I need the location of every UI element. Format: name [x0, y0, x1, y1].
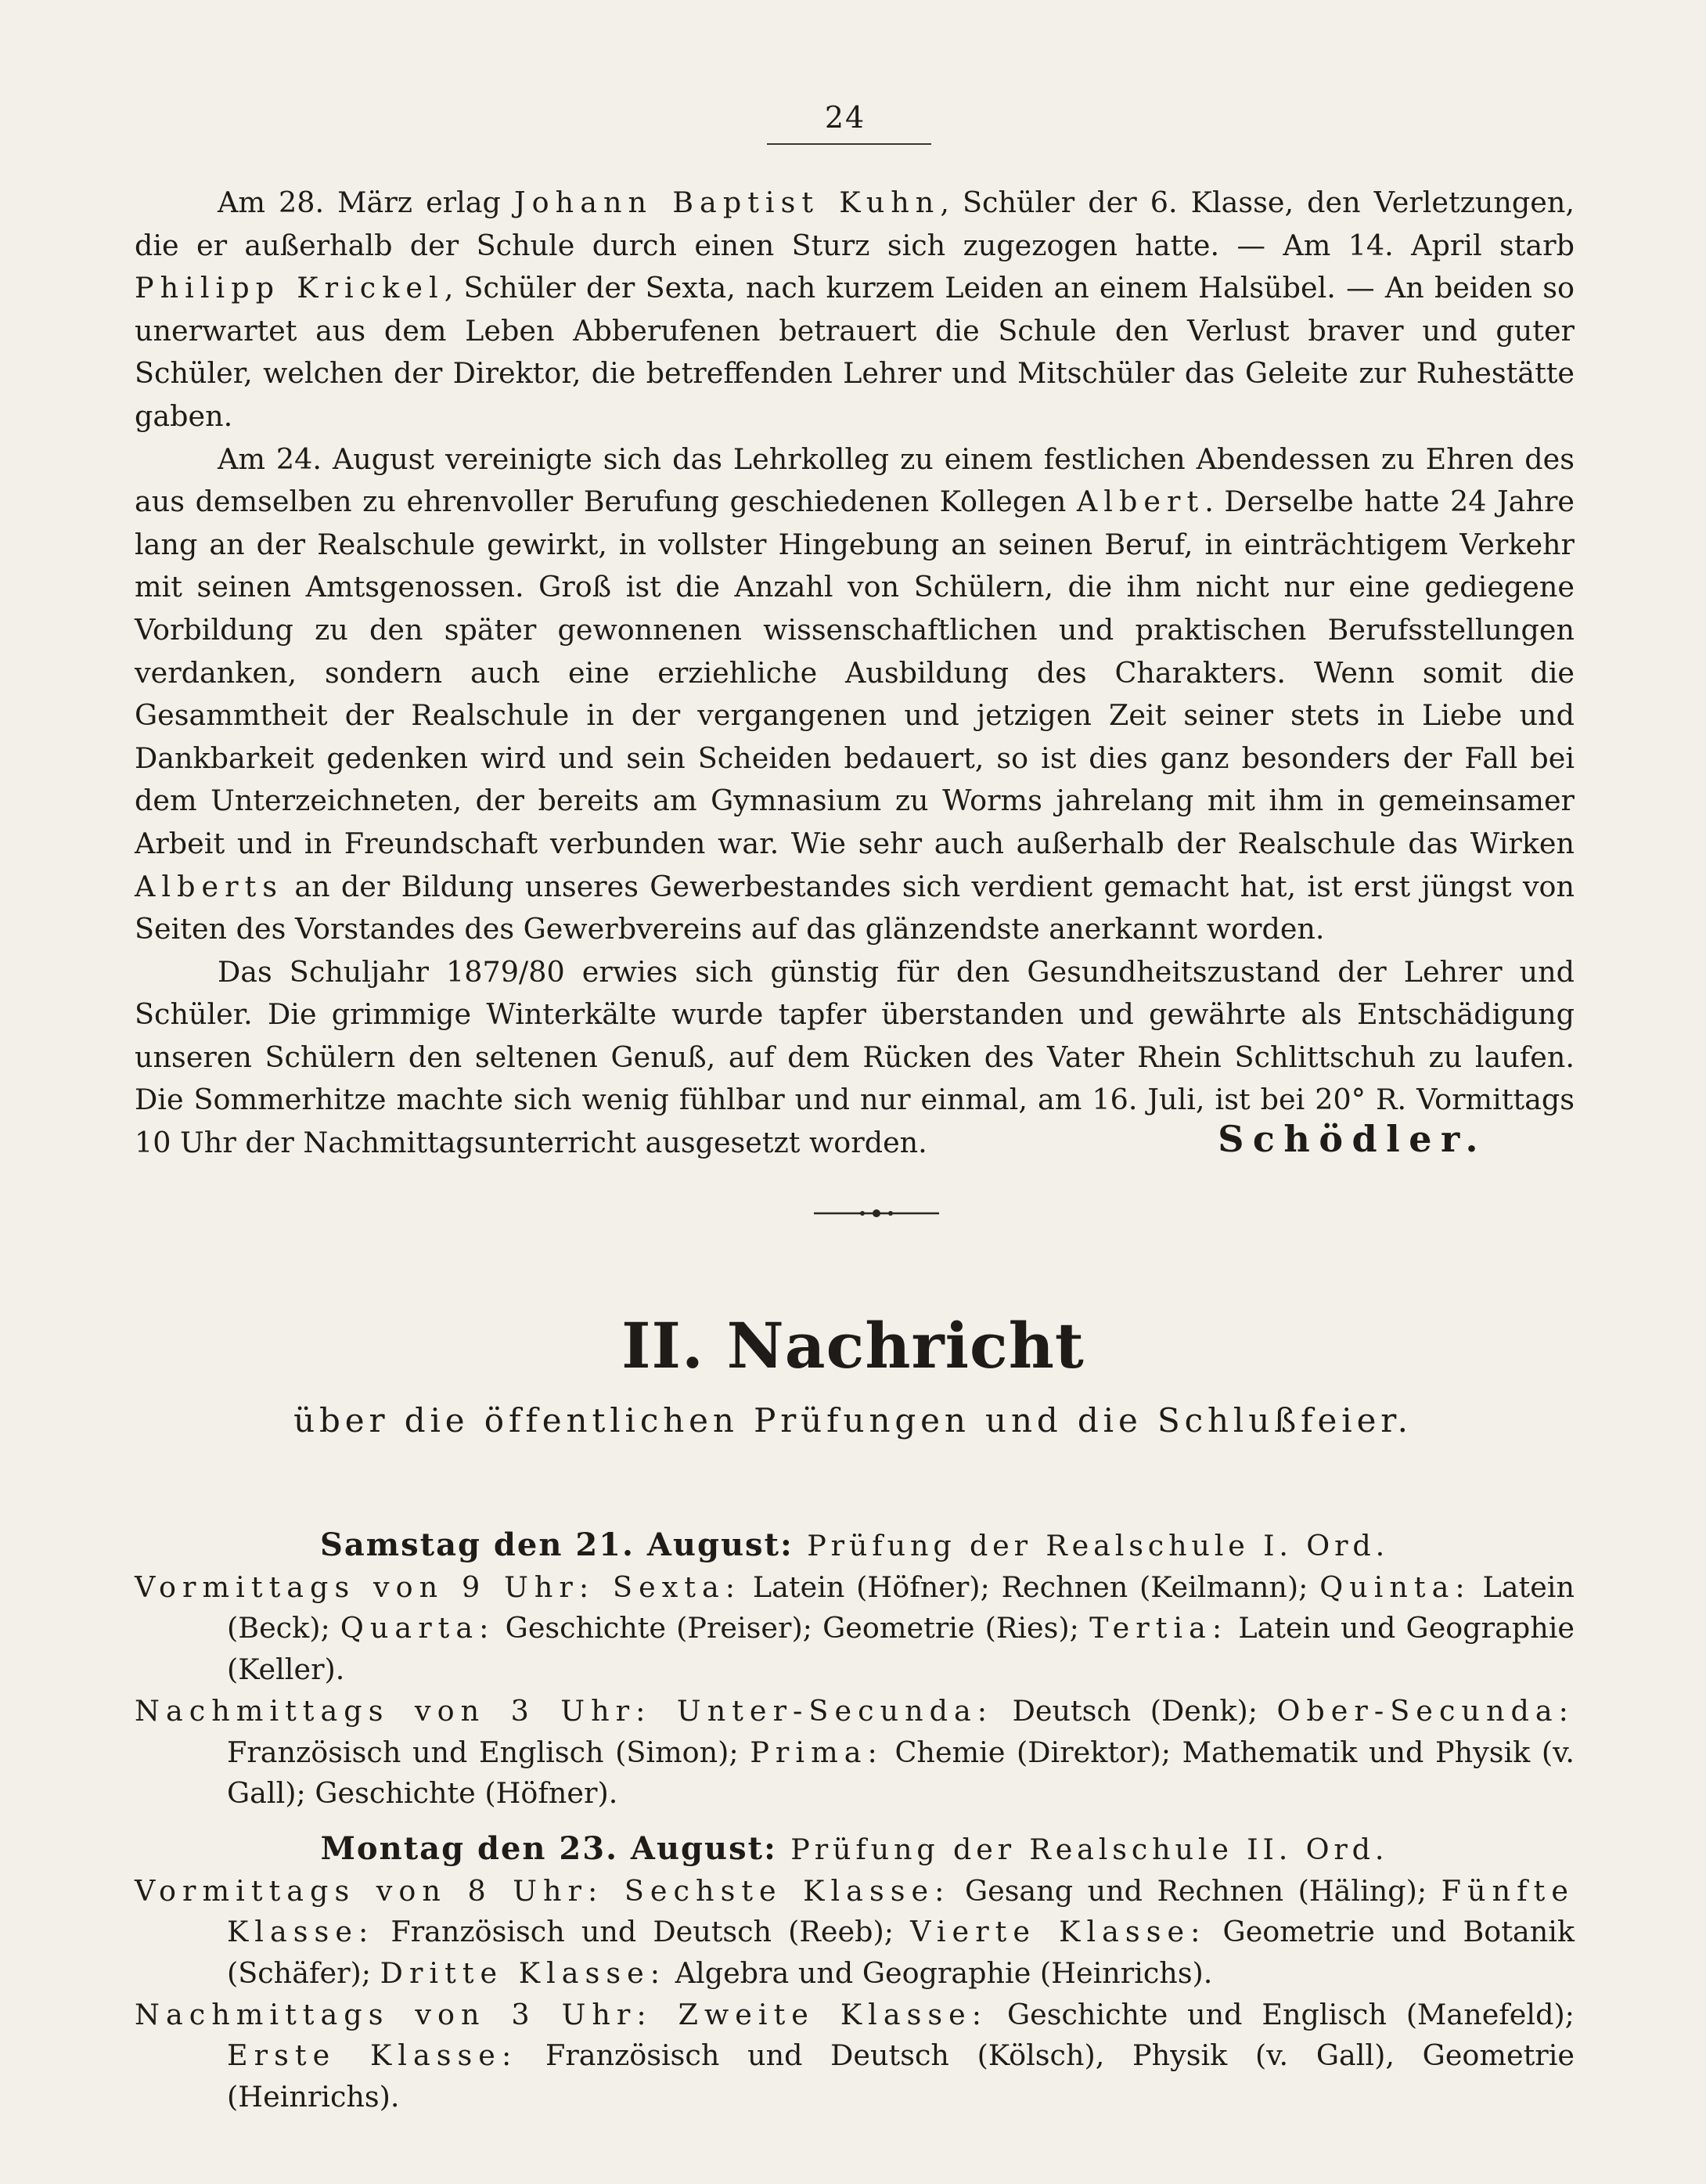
text-run: Das Schuljahr 1879/80 erwies sich günstig für den Gesundheitszustand der Lehrer und Schüler. Die grimmige Winterkälte wurde tapfer überstanden und gewährte als Entschädigung unseren Schülern den seltenen Genuß, auf dem Rücken des Vater Rhein Schlittschuh zu laufen. Die Sommerhitze machte sich wenig fühlbar und nur einmal, am 16. Juli, ist bei 20° R. Vormittags 10 Uhr der Nachmittagsunterricht ausgesetzt worden. [135, 954, 1575, 1160]
signature: Schödler. [1218, 1118, 1487, 1160]
text-run: Latein (Höfner); Rechnen (Keilmann); [741, 1570, 1320, 1604]
spaced-text: Vierte Klasse: [910, 1915, 1207, 1949]
spaced-text: Vormittags von 8 Uhr: [135, 1873, 624, 1908]
text-run: Deutsch (Denk); [993, 1693, 1277, 1728]
spaced-text: Vormittags von 9 Uhr: [135, 1570, 614, 1604]
text-run: . Derselbe hatte 24 Jahre lang an der Realschule gewirkt, in vollster Hingebung an seinen Beruf, in einträchtigem Verkehr mit seinen Amtsgenossen. Groß ist die Anzahl von Schülern, die ihm nicht nur eine gediegene Vorbildung zu den später gewonnenen wissenschaftlichen und praktischen Berufsstellungen verdanken, sondern auch eine erziehliche Ausbildung des Charakters. Wenn somit die Gesammtheit der Realschule in der vergangenen und jetzigen Zeit seiner stets in Liebe und Dankbarkeit gedenken wird und sein Scheiden bedauert, so ist dies ganz besonders der Fall bei dem Unterzeichneten, der bereits am Gymnasium zu Worms jahrelang mit ihm in gemeinsamer Arbeit und in Freundschaft verbunden war. Wie sehr auch außerhalb der Realschule das Wirken [135, 485, 1575, 860]
text-run: , Schüler der Sexta, nach kurzem Leiden an einem Halsübel. — An beiden so unerwartet aus dem Leben Abberufenen betrauert die Schule den Verlust braver und guter Schüler, welchen der Direktor, die betreffenden Lehrer und Mitschüler das Geleite zur Ruhestätte gaben. [135, 271, 1575, 433]
spaced-text: Sechste Klasse: [624, 1873, 951, 1908]
text-run: Französisch und Deutsch (Kölsch), Physik (v. Gall), Geometrie (Heinrichs). [227, 2038, 1575, 2114]
exam-day-title: Prüfung der Realschule I. Ord. [793, 1529, 1390, 1562]
report-paragraph [135, 182, 1575, 438]
exam-day-title: Prüfung der Realschule II. Ord. [776, 1832, 1389, 1866]
text-run: Latein (Beck); [227, 1570, 1575, 1645]
spaced-text: Quarta: [340, 1611, 495, 1645]
exam-day-date: Samstag den 21. August: [319, 1526, 794, 1563]
section-heading: II. Nachricht [621, 1309, 1085, 1382]
text-run: Am 24. August vereinigte sich das Lehrkolleg zu einem festlichen Abendessen zu Ehren des aus demselben zu ehrenvoller Berufung geschiedenen Kollegen [135, 441, 1575, 519]
text-run: , Schüler der 6. Klasse, den Verletzungen, die er außerhalb der Schule durch einen Sturz sich zugezogen hatte. — Am 14. April starb [135, 186, 1575, 262]
text-run: Geometrie und Botanik (Schäfer); [227, 1915, 1575, 1991]
spaced-text: Nachmittags von 3 Uhr: [135, 1997, 678, 2031]
exam-day-date: Montag den 23. August: [320, 1829, 777, 1867]
spaced-text: Ober-Secunda: [1276, 1693, 1575, 1728]
text-run: Algebra und Geographie (Heinrichs). [666, 1956, 1213, 1991]
spaced-text: Sexta: [613, 1570, 742, 1604]
spaced-text: Nachmittags von 3 Uhr: [135, 1693, 677, 1728]
exam-session [135, 1995, 1575, 2118]
text-run: Französisch und Deutsch (Reeb); [374, 1915, 911, 1949]
report-body [135, 182, 1575, 1165]
exam-session [135, 1567, 1575, 1691]
spaced-text: Zweite Klasse: [678, 1997, 988, 2031]
page-number: 24 [824, 100, 866, 135]
spaced-text: Unter-Secunda: [676, 1693, 994, 1728]
report-paragraph [135, 438, 1575, 951]
spaced-text: Alberts [135, 869, 284, 903]
exam-schedule [135, 1525, 1575, 2118]
spaced-text: Johann Baptist Kuhn [514, 186, 941, 219]
text-run: Latein und Geographie (Keller). [227, 1611, 1575, 1687]
page-number-rule [767, 143, 931, 145]
exam-session [135, 1871, 1575, 1995]
text-run: Französisch und Englisch (Simon); [227, 1735, 750, 1769]
section-subheading: über die öffentlichen Prüfungen und die Schlußfeier. [293, 1401, 1413, 1440]
exam-day-header [135, 1829, 1575, 1871]
day-spacer [135, 1815, 1575, 1829]
spaced-text: Quinta: [1319, 1570, 1471, 1604]
spaced-text: Erste Klasse: [227, 2038, 518, 2073]
exam-day-header [135, 1525, 1575, 1567]
text-run: Am 28. März erlag [218, 186, 515, 219]
spaced-text: Philipp Krickel [135, 271, 444, 305]
text-run: Gesang und Rechnen (Häling); [950, 1873, 1441, 1908]
text-run: an der Bildung unseres Gewerbestandes sich verdient gemacht hat, ist erst jüngst von Seiten des Vorstandes des Gewerbvereins auf das glänzendste anerkannt worden. [135, 869, 1575, 946]
spaced-text: Prima: [750, 1735, 884, 1769]
exam-session [135, 1691, 1575, 1815]
spaced-text: Albert [1076, 485, 1205, 519]
text-run: Geschichte (Preiser); Geometrie (Ries); [495, 1611, 1090, 1645]
text-run: Geschichte und Englisch (Manefeld); [988, 1997, 1575, 2031]
spaced-text: Tertia: [1089, 1611, 1229, 1645]
spaced-text: Fünfte Klasse: [227, 1873, 1575, 1949]
spaced-text: Dritte Klasse: [380, 1956, 667, 1991]
text-run: Chemie (Direktor); Mathematik und Physik (v. Gall); Geschichte (Höfner). [227, 1735, 1575, 1811]
section-ornament [814, 1208, 939, 1219]
